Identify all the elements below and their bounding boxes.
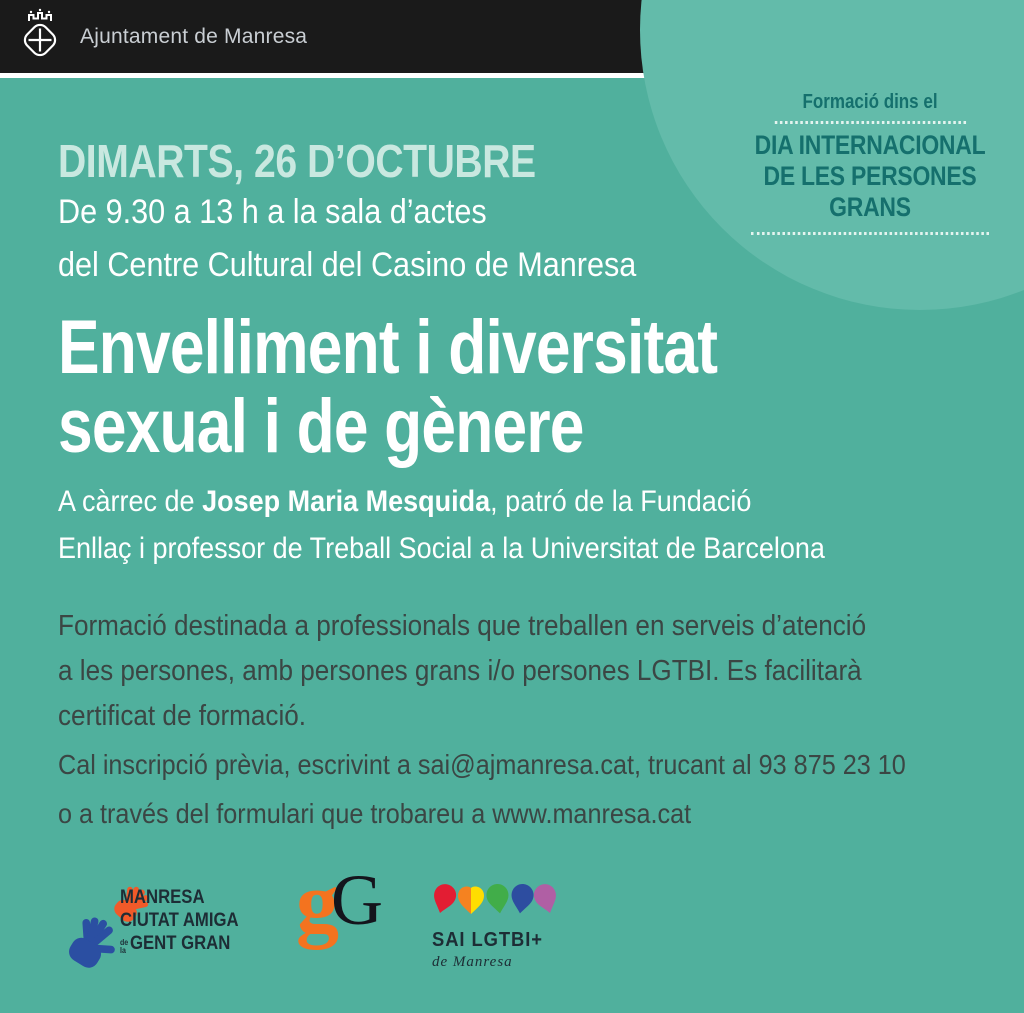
international-day-badge	[726, 90, 1015, 241]
event-title-line-1: Envelliment i diversitat	[58, 305, 718, 390]
small-word-la: la	[120, 946, 126, 955]
sai-lgtbi-logo	[432, 882, 558, 971]
speaker-line-1	[58, 478, 825, 525]
ciutat-amiga-small-words	[120, 939, 128, 955]
manresa-coat-of-arms-icon	[16, 5, 64, 68]
registration-line: Cal inscripció prèvia, escrivint a sai@ajmanresa.cat, trucant al 93 875 23 10	[58, 749, 906, 780]
event-description	[58, 604, 866, 739]
gg-logo-lowercase-g: g	[296, 854, 339, 950]
sai-lgtbi-label: SAI LGTBI+	[432, 929, 543, 951]
dotted-divider	[751, 232, 989, 235]
event-title-line-2: sexual i de gènere	[58, 384, 584, 469]
speaker-prefix: A càrrec de	[58, 485, 203, 518]
event-time-line: De 9.30 a 13 h a la sala d’actes	[58, 193, 487, 231]
speaker-name: Josep Maria Mesquida	[202, 485, 491, 518]
registration-info	[58, 740, 906, 838]
ciutat-amiga-logo-text	[120, 886, 239, 955]
speaker-info	[58, 478, 825, 572]
gent-gran-gg-logo	[296, 854, 383, 950]
rainbow-hearts-icon	[432, 882, 558, 923]
dotted-divider	[774, 121, 965, 124]
gg-logo-uppercase-g: G	[331, 860, 383, 940]
badge-pretitle: Formació dins el	[802, 91, 938, 113]
event-date-heading: DIMARTS, 26 D’OCTUBRE	[58, 135, 536, 187]
speaker-line-2: Enllaç i professor de Treball Social a la Universitat de Barcelona	[58, 532, 825, 565]
gent-gran-label: GENT GRAN	[129, 933, 231, 954]
event-title	[58, 305, 718, 469]
description-line: a les persones, amb persones grans i/o persones LGTBI. Es facilitarà	[58, 655, 862, 687]
header-org-name: Ajuntament de Manresa	[80, 24, 308, 48]
ciutat-amiga-line-3	[120, 932, 239, 955]
small-word-de: de	[120, 938, 129, 947]
description-line: certificat de formació.	[58, 700, 307, 732]
sai-lgtbi-subtitle: de Manresa	[432, 954, 513, 970]
badge-title-line-1: DIA INTERNACIONAL	[754, 130, 986, 160]
ciutat-amiga-line-1: MANRESA	[120, 887, 205, 908]
speaker-suffix: , patró de la Fundació	[490, 485, 752, 518]
event-place-line: del Centre Cultural del Casino de Manresa	[58, 246, 637, 284]
badge-title-line-2: DE LES PERSONES GRANS	[763, 161, 977, 222]
event-time-place	[58, 186, 636, 292]
registration-line: o a través del formulari que trobareu a www.manresa.cat	[58, 798, 692, 829]
description-line: Formació destinada a professionals que treballen en serveis d’atenció	[58, 610, 867, 642]
ciutat-amiga-line-2: CIUTAT AMIGA	[120, 910, 239, 931]
